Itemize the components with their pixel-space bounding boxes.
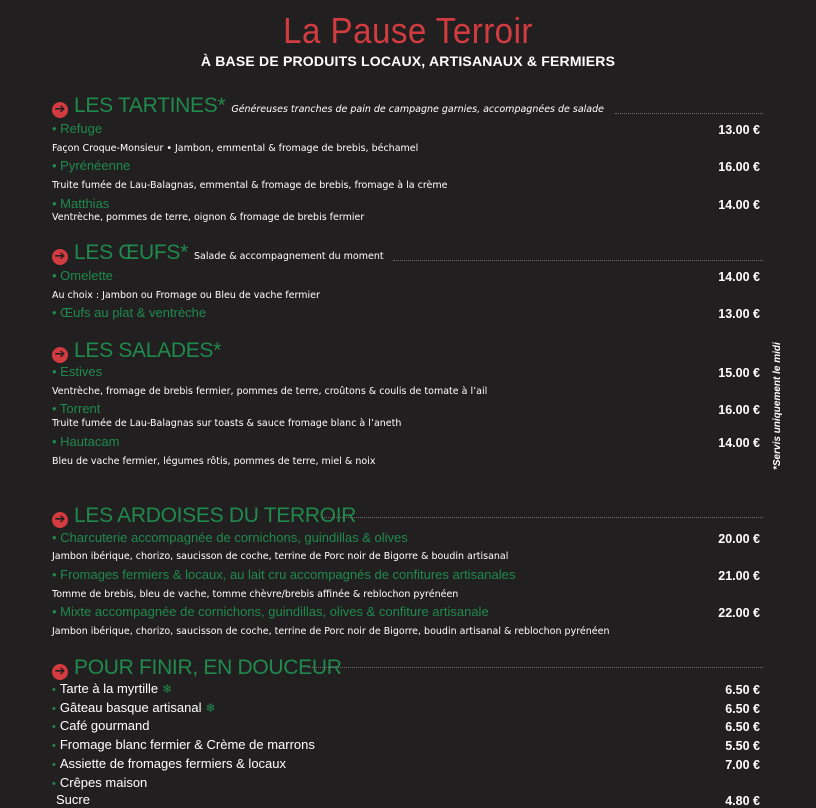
menu-item-name: • Fromages fermiers & locaux, au lait cru accompagnés de confitures artisanales xyxy=(52,567,516,582)
menu-item-price: 13.00 € xyxy=(718,123,760,137)
dessert-name: Gâteau basque artisanal xyxy=(59,700,202,715)
dessert-name: Assiette de fromages fermiers & locaux xyxy=(59,756,287,771)
dessert-price: 7.00 € xyxy=(725,758,760,772)
menu-item-price: 14.00 € xyxy=(718,436,760,450)
menu-item-price: 20.00 € xyxy=(718,532,760,546)
menu-item-description: Bleu de vache fermier, légumes rôtis, pommes de terre, miel & noix xyxy=(52,456,376,467)
dessert-item xyxy=(52,737,315,752)
menu-item-description: Jambon ibérique, chorizo, saucisson de coche, terrine de Porc noir de Bigorre, boudin artisanal & reblochon pyrénéen xyxy=(52,626,610,637)
menu-item-description: Truite fumée de Lau-Balagnas sur toasts & sauce fromage blanc à l’aneth xyxy=(52,418,402,429)
menu-item-price: 21.00 € xyxy=(718,569,760,583)
menu-item-description: Jambon ibérique, chorizo, saucisson de coche, terrine de Porc noir de Bigorre & boudin artisanal xyxy=(52,551,509,562)
section-header-oeufs xyxy=(52,241,384,267)
arrow-circle-right-icon: ➔ xyxy=(52,512,68,528)
menu-item-name: • Charcuterie accompagnée de cornichons, guindillas & olives xyxy=(52,530,408,545)
menu-item-name: • Estives xyxy=(52,364,103,379)
menu-item-name: • Torrent xyxy=(52,401,101,416)
section-note: Salade & accompagnement du moment xyxy=(194,251,384,262)
section-header-salades xyxy=(52,339,221,365)
dessert-item xyxy=(52,700,216,715)
menu-item-description: Façon Croque-Monsieur • Jambon, emmental & fromage de brebis, béchamel xyxy=(52,143,419,154)
dessert-name: Crêpes maison xyxy=(59,775,148,790)
menu-item-description: Ventrèche, pommes de terre, oignon & fromage de brebis fermier xyxy=(52,212,365,223)
restaurant-title: La Pause Terroir xyxy=(283,10,533,51)
menu-item-description: Truite fumée de Lau-Balagnas, emmental & fromage de brebis, fromage à la crème xyxy=(52,180,448,191)
dessert-item xyxy=(52,681,172,696)
restaurant-subtitle: À BASE DE PRODUITS LOCAUX, ARTISANAUX & FERMIERS xyxy=(200,53,616,69)
dessert-item xyxy=(52,756,286,771)
section-title: LES ARDOISES DU TERROIR xyxy=(74,504,357,527)
bullet-icon: • xyxy=(52,740,56,752)
menu-item-price: 14.00 € xyxy=(718,270,760,284)
arrow-circle-right-icon: ➔ xyxy=(52,347,68,363)
menu-item-description: Ventrèche, fromage de brebis fermier, pommes de terre, croûtons & coulis de tomate à l’ail xyxy=(52,386,488,397)
menu-item-price: 13.00 € xyxy=(718,307,760,321)
menu-item-price: 16.00 € xyxy=(718,160,760,174)
dessert-price: 6.50 € xyxy=(725,702,760,716)
dotted-divider xyxy=(615,113,763,114)
dessert-name: Sucre xyxy=(56,792,90,807)
dessert-item xyxy=(52,775,147,790)
snowflake-icon: ❄ xyxy=(205,701,216,715)
menu-item-description: Au choix : Jambon ou Fromage ou Bleu de vache fermier xyxy=(52,290,320,301)
menu-item-price: 22.00 € xyxy=(718,606,760,620)
menu-item-price: 16.00 € xyxy=(718,403,760,417)
lunch-only-note: *Servis uniquement le midi xyxy=(772,342,783,470)
menu-item-price: 15.00 € xyxy=(718,366,760,380)
dessert-price: 5.50 € xyxy=(725,739,760,753)
bullet-icon: • xyxy=(52,759,56,771)
bullet-icon: • xyxy=(52,703,56,715)
dessert-price: 6.50 € xyxy=(725,720,760,734)
menu-item-price: 14.00 € xyxy=(718,198,760,212)
menu-item-description: Tomme de brebis, bleu de vache, tomme chèvre/brebis affinée & reblochon pyrénéen xyxy=(52,589,459,600)
dotted-divider xyxy=(308,667,763,668)
section-header-ardoises xyxy=(52,504,356,530)
dessert-name: Tarte à la myrtille xyxy=(59,681,159,696)
dessert-name: Café gourmand xyxy=(59,718,150,733)
menu-item-name: • Refuge xyxy=(52,121,103,136)
dessert-price: 4.80 € xyxy=(725,794,760,808)
dessert-price: 6.50 € xyxy=(725,683,760,697)
bullet-icon: • xyxy=(52,778,56,790)
menu-item-name: • Omelette xyxy=(52,268,113,283)
section-title: LES SALADES* xyxy=(74,339,221,362)
dessert-item xyxy=(52,718,149,733)
menu-item-name: • Œufs au plat & ventrèche xyxy=(52,305,207,320)
section-title: LES TARTINES* xyxy=(74,94,226,117)
section-header-tartines xyxy=(52,94,604,120)
arrow-circle-right-icon: ➔ xyxy=(52,102,68,118)
menu-item-name: • Matthias xyxy=(52,196,110,211)
bullet-icon: • xyxy=(52,684,56,696)
section-header-desserts xyxy=(52,656,342,682)
dotted-divider xyxy=(393,260,763,261)
dessert-name: Fromage blanc fermier & Crème de marrons xyxy=(59,737,315,752)
dotted-divider xyxy=(322,517,763,518)
arrow-circle-right-icon: ➔ xyxy=(52,249,68,265)
section-note: Généreuses tranches de pain de campagne garnies, accompagnées de salade xyxy=(231,104,605,115)
menu-item-name: • Mixte accompagnée de cornichons, guindillas, olives & confiture artisanale xyxy=(52,604,489,619)
section-title: LES ŒUFS* xyxy=(74,241,188,264)
bullet-icon: • xyxy=(52,721,56,733)
arrow-circle-right-icon: ➔ xyxy=(52,664,68,680)
menu-item-name: • Pyrénéenne xyxy=(52,158,131,173)
snowflake-icon: ❄ xyxy=(162,682,173,696)
section-title: POUR FINIR, EN DOUCEUR xyxy=(74,656,342,679)
dessert-sub-item xyxy=(56,792,90,807)
menu-item-name: • Hautacam xyxy=(52,434,120,449)
